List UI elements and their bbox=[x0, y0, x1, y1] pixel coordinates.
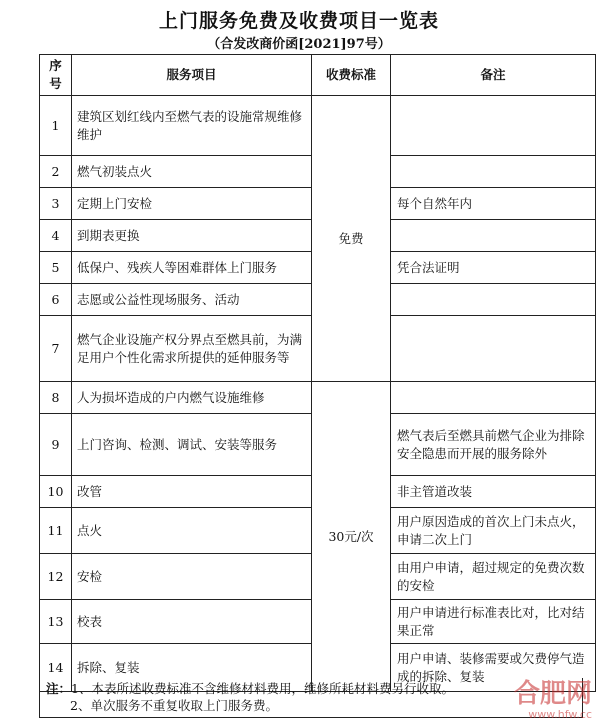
row-note bbox=[391, 284, 596, 316]
row-no: 4 bbox=[40, 220, 72, 252]
table-row bbox=[40, 96, 596, 156]
row-no: 6 bbox=[40, 284, 72, 316]
row-no: 5 bbox=[40, 252, 72, 284]
footnote bbox=[39, 678, 583, 718]
row-item: 定期上门安检 bbox=[72, 188, 312, 220]
header-note: 备注 bbox=[391, 55, 596, 96]
row-note: 凭合法证明 bbox=[391, 252, 596, 284]
row-note bbox=[391, 316, 596, 382]
row-no: 7 bbox=[40, 316, 72, 382]
fee-free-cell: 免费 bbox=[312, 96, 391, 382]
fee-table bbox=[39, 54, 596, 692]
row-note bbox=[391, 220, 596, 252]
row-note bbox=[391, 96, 596, 156]
watermark-brand: 合肥网 bbox=[513, 679, 592, 709]
row-no: 8 bbox=[40, 382, 72, 414]
row-item: 到期表更换 bbox=[72, 220, 312, 252]
header-item: 服务项目 bbox=[72, 55, 312, 96]
row-item: 点火 bbox=[72, 508, 312, 554]
row-item: 建筑区划红线内至燃气表的设施常规维修维护 bbox=[72, 96, 312, 156]
table-header-row bbox=[40, 55, 596, 96]
row-no: 12 bbox=[40, 554, 72, 600]
row-note: 燃气表后至燃具前燃气企业为排除安全隐患而开展的服务除外 bbox=[391, 414, 596, 476]
row-no: 2 bbox=[40, 156, 72, 188]
row-no: 1 bbox=[40, 96, 72, 156]
row-no: 9 bbox=[40, 414, 72, 476]
row-note: 每个自然年内 bbox=[391, 188, 596, 220]
row-no: 11 bbox=[40, 508, 72, 554]
site-watermark bbox=[514, 680, 592, 721]
table-row bbox=[40, 382, 596, 414]
document-reference: （合发改商价函[2021]97号） bbox=[207, 37, 391, 52]
row-item: 拆除、复装 bbox=[72, 644, 312, 692]
row-note: 用户申请、装修需要或欠费停气造成的拆除、复装 bbox=[391, 644, 596, 692]
footnote-line-2: 2、单次服务不重复收取上门服务费。 bbox=[70, 698, 278, 713]
page-title: 上门服务免费及收费项目一览表 bbox=[158, 10, 439, 32]
row-item: 燃气企业设施产权分界点至燃具前，为满足用户个性化需求所提供的延伸服务等 bbox=[72, 316, 312, 382]
row-item: 人为损坏造成的户内燃气设施维修 bbox=[72, 382, 312, 414]
row-note: 非主管道改装 bbox=[391, 476, 596, 508]
row-item: 安检 bbox=[72, 554, 312, 600]
footnote-label: 注： bbox=[46, 681, 72, 696]
row-item: 改管 bbox=[72, 476, 312, 508]
row-no: 10 bbox=[40, 476, 72, 508]
fee-paid-cell: 30元/次 bbox=[312, 382, 391, 692]
row-item: 低保户、残疾人等困难群体上门服务 bbox=[72, 252, 312, 284]
header-fee: 收费标准 bbox=[312, 55, 391, 96]
row-item: 志愿或公益性现场服务、活动 bbox=[72, 284, 312, 316]
row-item: 燃气初装点火 bbox=[72, 156, 312, 188]
row-note: 用户原因造成的首次上门未点火，申请二次上门 bbox=[391, 508, 596, 554]
row-no: 14 bbox=[40, 644, 72, 692]
row-item: 上门咨询、检测、调试、安装等服务 bbox=[72, 414, 312, 476]
footnote-line-1: 注：1、本表所述收费标准不含维修材料费用，维修所耗材料费另行收取。 bbox=[46, 681, 454, 696]
row-note: 由用户申请，超过规定的免费次数的安检 bbox=[391, 554, 596, 600]
row-note bbox=[391, 382, 596, 414]
header-no: 序号 bbox=[40, 55, 72, 96]
row-item: 校表 bbox=[72, 600, 312, 644]
row-note bbox=[391, 156, 596, 188]
row-note: 用户申请进行标准表比对，比对结果正常 bbox=[391, 600, 596, 644]
row-no: 3 bbox=[40, 188, 72, 220]
row-no: 13 bbox=[40, 600, 72, 644]
watermark-url: www.hfw.cc bbox=[528, 708, 592, 721]
